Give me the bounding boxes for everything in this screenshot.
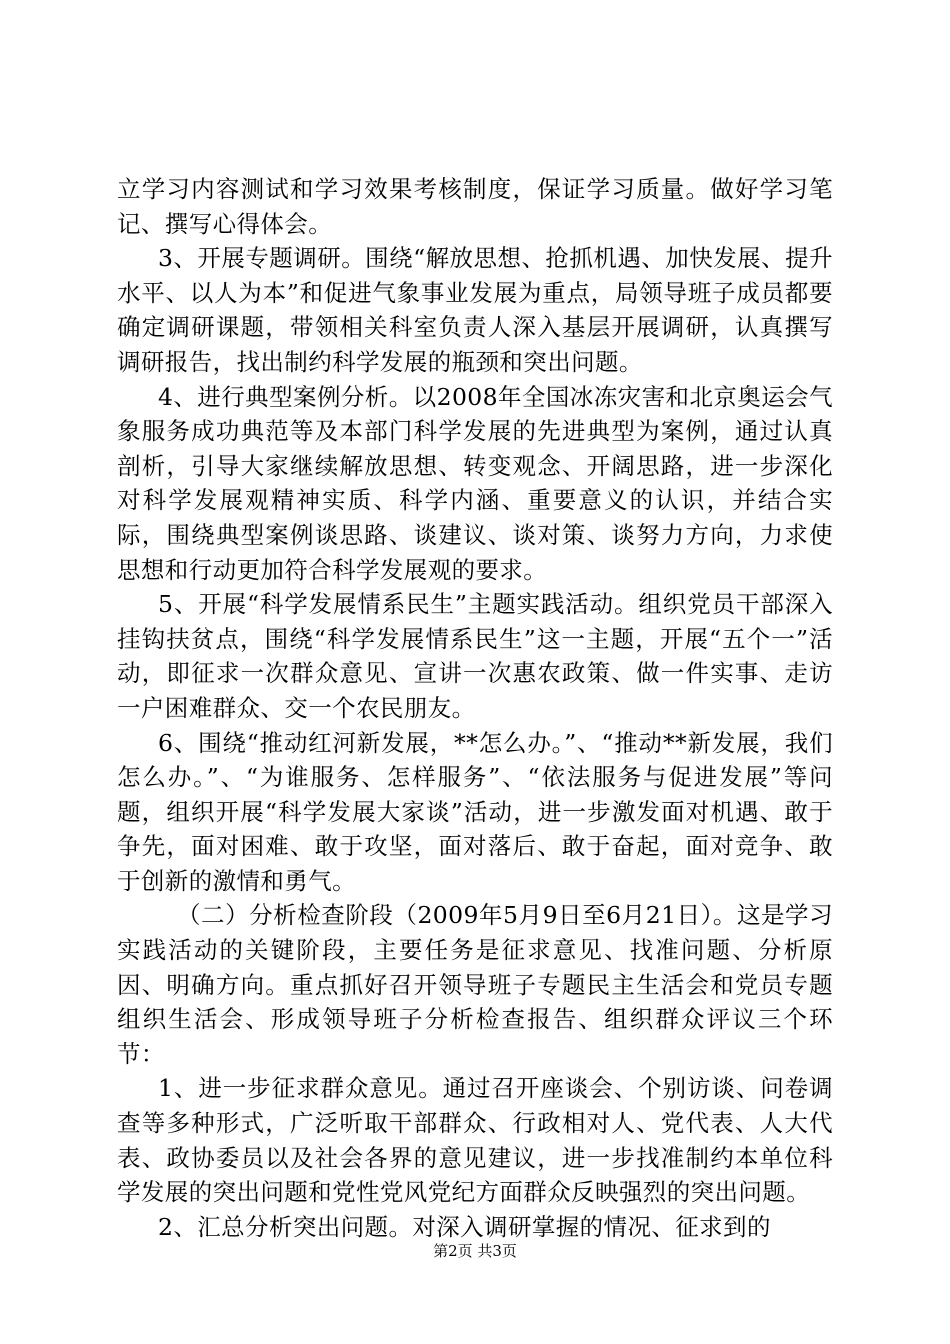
paragraph-discussion-activity: 6、围绕“推动红河新发展，**怎么办。”、“推动**新发展，我们怎么办。”、“为谁服务、怎样服务”、“依法服务与促进发展”等问题，组织开展“科学发展大家谈”活动，进一步激发面对机遇、敢于争先，面对困难、敢于攻坚，面对落后、敢于奋起，面对竞争、敢于创新的激情和勇气。: [117, 728, 833, 895]
paragraph-analysis-stage: （二）分析检查阶段（2009年5月9日至6月21日）。这是学习实践活动的关键阶段，主要任务是征求意见、找准问题、分析原因、明确方向。重点抓好召开领导班子专题民主生活会和党员专题组织生活会、形成领导班子分析检查报告、组织群众评议三个环节：: [117, 901, 833, 1068]
paragraph-continuation: 立学习内容测试和学习效果考核制度，保证学习质量。做好学习笔记、撰写心得体会。: [117, 175, 833, 238]
document-body: [117, 172, 833, 1244]
paragraph-special-research: 3、开展专题调研。围绕“解放思想、抢抓机遇、加快发展、提升水平、以人为本”和促进气象事业发展为重点，局领导班子成员都要确定调研课题，带领相关科室负责人深入基层开展调研，认真撰写调研报告，找出制约科学发展的瓶颈和突出问题。: [117, 244, 833, 376]
paragraph-case-analysis: 4、进行典型案例分析。以2008年全国冰冻灾害和北京奥运会气象服务成功典范等及本部门科学发展的先进典型为案例，通过认真剖析，引导大家继续解放思想、转变观念、开阔思路，进一步深化对科学发展观精神实质、科学内涵、重要意义的认识，并结合实际，围绕典型案例谈思路、谈建议、谈对策、谈努力方向，力求使思想和行动更加符合科学发展观的要求。: [117, 382, 833, 584]
paragraph-solicit-opinions: 1、进一步征求群众意见。通过召开座谈会、个别访谈、问卷调查等多种形式，广泛听取干部群众、行政相对人、党代表、人大代表、政协委员以及社会各界的意见建议，进一步找准制约本单位科学发展的突出问题和党性党风党纪方面群众反映强烈的突出问题。: [117, 1074, 833, 1207]
paragraph-practice-activity: 5、开展“科学发展情系民生”主题实践活动。组织党员干部深入挂钩扶贫点，围绕“科学发展情系民生”这一主题，开展“五个一”活动，即征求一次群众意见、宣讲一次惠农政策、做一件实事、走访一户困难群众、交一个农民朋友。: [117, 590, 833, 722]
page-footer: 第2页 共3页: [433, 1242, 517, 1260]
paragraph-summarize-problems: 2、汇总分析突出问题。对深入调研掌握的情况、征求到的: [158, 1212, 771, 1241]
